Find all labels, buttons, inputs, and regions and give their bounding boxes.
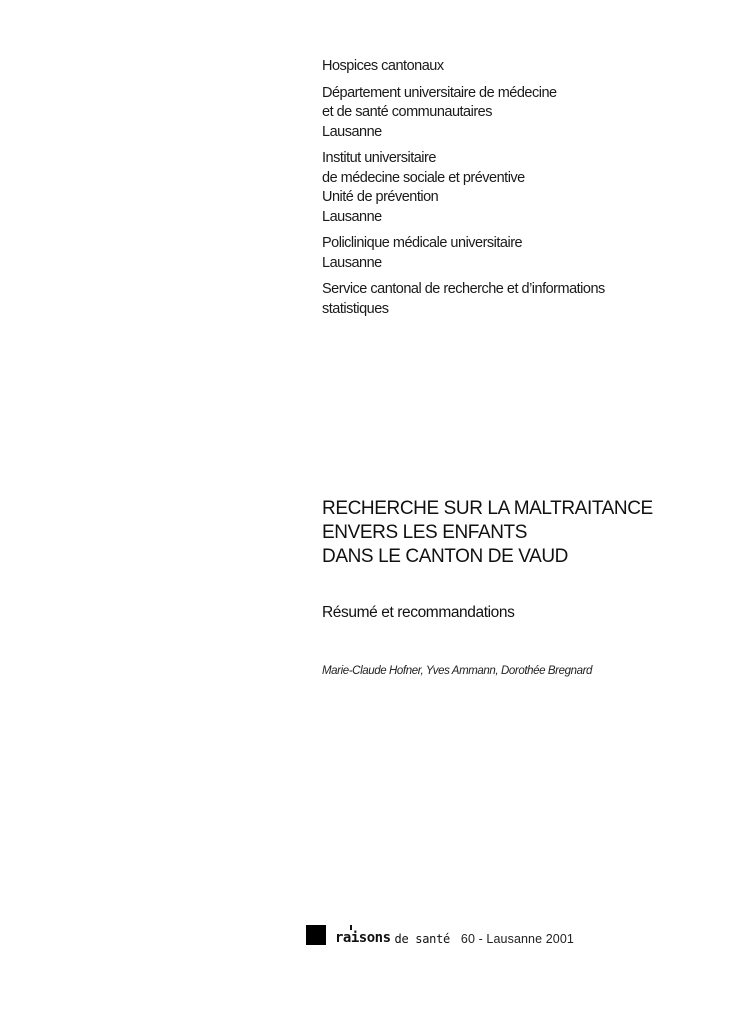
institution-iumsp xyxy=(322,149,682,227)
institution-line: Service cantonal de recherche et d’informations xyxy=(322,281,605,297)
title-line: DANS LE CANTON DE VAUD xyxy=(322,546,568,567)
series-brand-subtitle: de santé xyxy=(394,932,450,946)
institution-line: Policlinique médicale universitaire xyxy=(322,235,523,251)
institution-line: Département universitaire de médecine xyxy=(322,84,557,101)
institution-line: Hospices cantonaux xyxy=(322,58,444,74)
institution-line: Lausanne xyxy=(322,123,382,140)
institution-line: de médecine sociale et préventive xyxy=(322,169,525,186)
institution-dumsc xyxy=(322,84,682,143)
institution-line: et de santé communautaires xyxy=(322,104,492,120)
institution-line: Lausanne xyxy=(322,254,382,271)
document-subtitle: Résumé et recommandations xyxy=(322,604,515,621)
series-number-and-place: 60 - Lausanne 2001 xyxy=(460,932,574,946)
institutions-list xyxy=(322,57,682,326)
black-square-icon xyxy=(306,925,326,945)
title-line: RECHERCHE SUR LA MALTRAITANCE xyxy=(322,498,653,519)
publication-footer xyxy=(306,924,574,946)
authors-line: Marie-Claude Hofner, Yves Ammann, Dorothée Bregnard xyxy=(322,665,593,677)
institution-line: Lausanne xyxy=(322,208,382,225)
institution-line: statistiques xyxy=(322,300,389,317)
institution-pmu xyxy=(322,234,682,273)
institution-hospices xyxy=(322,57,682,77)
series-brand-name: raisons xyxy=(335,930,391,946)
document-title xyxy=(322,497,653,569)
institution-line: Institut universitaire xyxy=(322,150,436,166)
institution-line: Unité de prévention xyxy=(322,189,439,205)
title-line: ENVERS LES ENFANTS xyxy=(322,522,528,543)
institution-scris xyxy=(322,280,682,319)
